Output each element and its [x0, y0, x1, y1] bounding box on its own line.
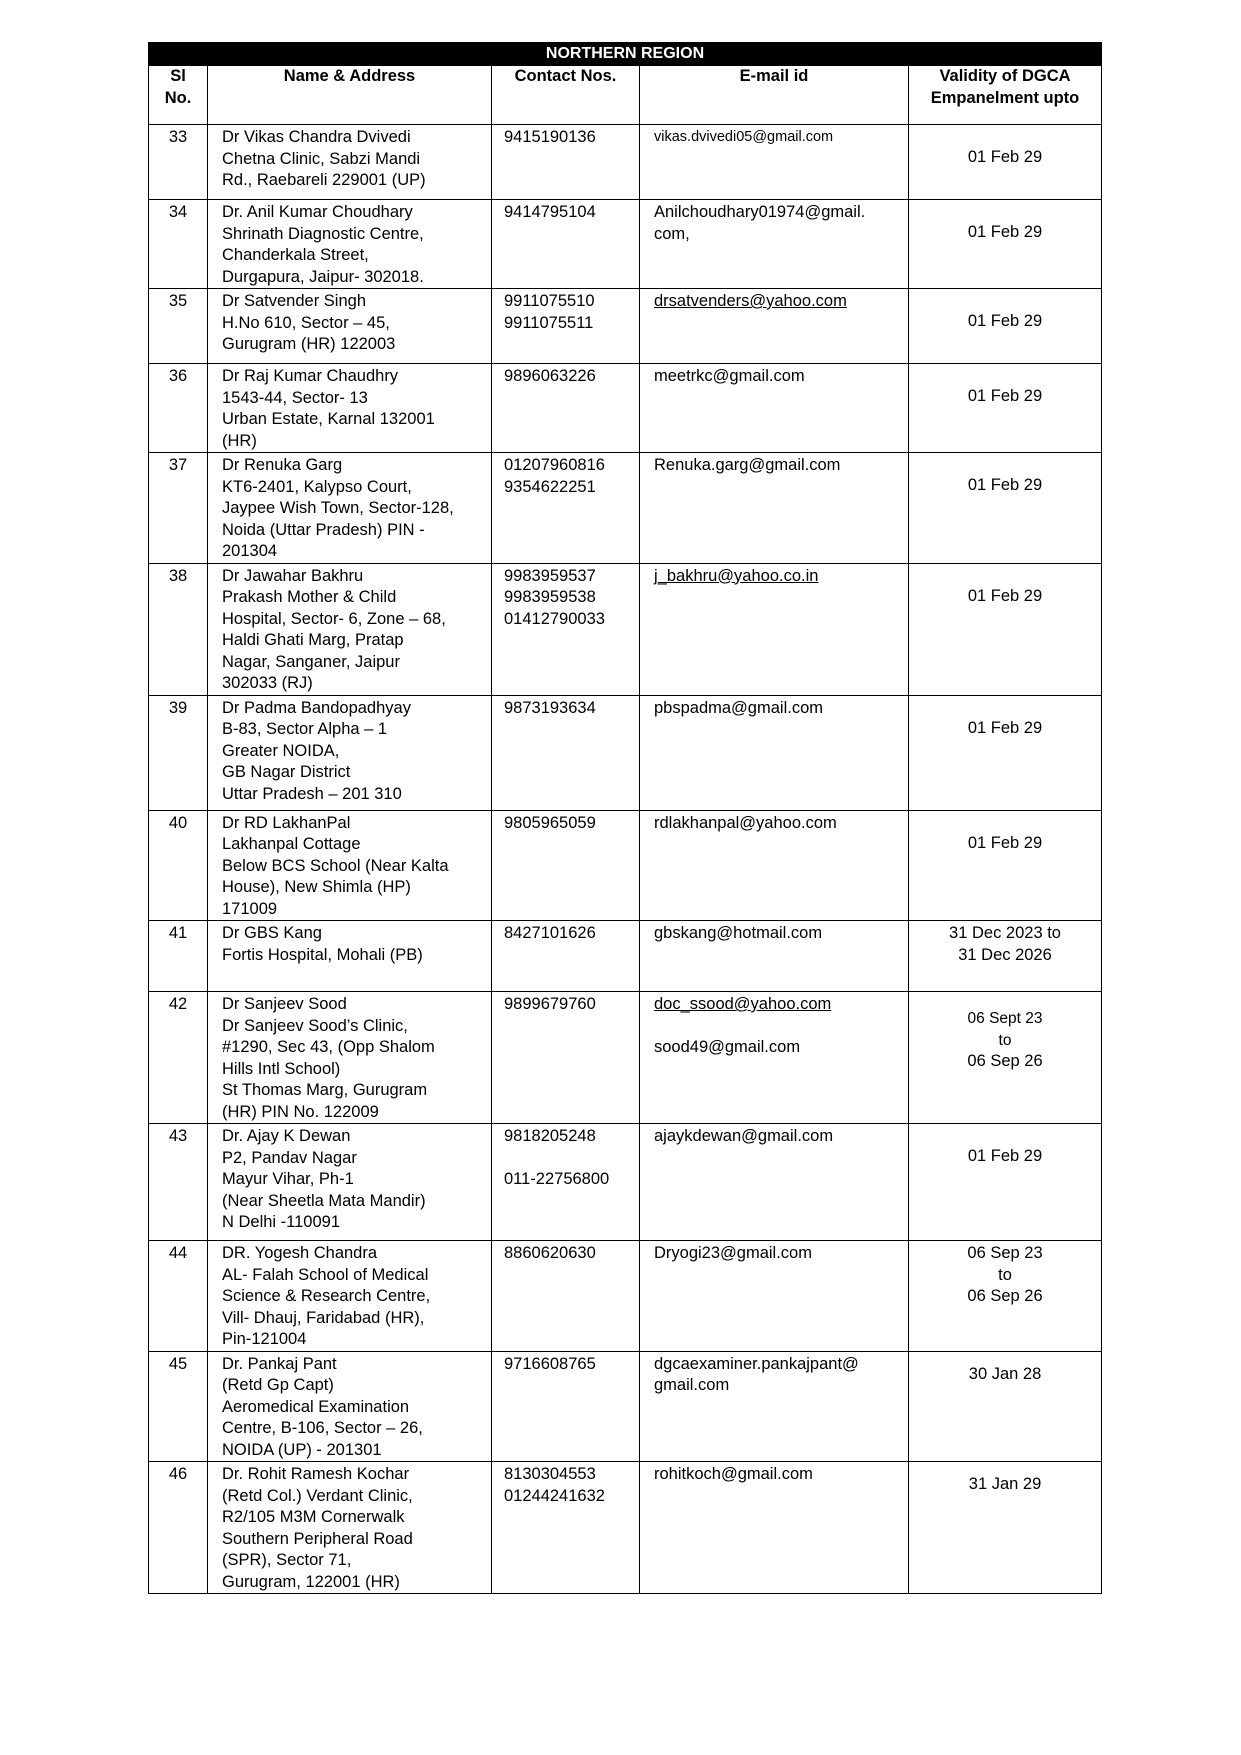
validity-cell [909, 992, 1102, 1124]
contact-cell [492, 125, 640, 200]
validity-line: 06 Sep 26 [967, 1287, 1043, 1305]
name-address-line: Dr Sanjeev Sood’s Clinic, [222, 1016, 408, 1035]
name-address-line: Chetna Clinic, Sabzi Mandi [222, 149, 421, 168]
header-validity [909, 66, 1102, 125]
name-address-line: Shrinath Diagnostic Centre, [222, 224, 424, 243]
table-row [149, 200, 1102, 289]
contact-line: 9983959537 [504, 566, 596, 585]
contact-cell [492, 695, 640, 810]
validity-line: 01 Feb 29 [967, 476, 1043, 494]
name-address-line: Vill- Dhauj, Faridabad (HR), [222, 1308, 425, 1327]
sl-no-cell: 40 [149, 810, 208, 921]
validity-line: 31 Jan 29 [968, 1475, 1042, 1493]
name-address-line: 1543-44, Sector- 13 [222, 388, 368, 407]
name-address-line: Southern Peripheral Road [222, 1529, 413, 1548]
name-address-line: NOIDA (UP) - 201301 [222, 1440, 382, 1459]
contact-cell [492, 200, 640, 289]
name-address-line: Dr Satvender Singh [222, 292, 366, 310]
email-cell [640, 1351, 909, 1462]
name-address-line: H.No 610, Sector – 45, [222, 313, 390, 332]
validity-line: 06 Sep 26 [967, 1052, 1043, 1070]
name-address-line: 201304 [222, 542, 278, 560]
contact-cell [492, 1124, 640, 1241]
name-address-cell [208, 200, 492, 289]
name-address-cell [208, 921, 492, 992]
table-row [149, 992, 1102, 1124]
name-address-line: Centre, B-106, Sector – 26, [222, 1419, 423, 1437]
contact-line: 8427101626 [504, 924, 596, 942]
email-line: meetrkc@gmail.com [654, 367, 805, 385]
validity-cell [909, 1124, 1102, 1241]
validity-line: 01 Feb 29 [967, 718, 1043, 737]
header-sl-line1: Sl [170, 67, 186, 85]
table-row [149, 289, 1102, 364]
email-line: gmail.com [654, 1376, 730, 1394]
table-row [149, 125, 1102, 200]
email-cell [640, 1462, 909, 1594]
contact-cell [492, 921, 640, 992]
email-cell [640, 921, 909, 992]
header-validity-line1: Validity of DGCA [939, 67, 1071, 85]
name-address-line: Rd., Raebareli 229001 (UP) [222, 171, 426, 189]
email-cell [640, 563, 909, 695]
validity-line: 01 Feb 29 [967, 1147, 1043, 1165]
name-address-line: GB Nagar District [222, 763, 351, 781]
sl-no-cell: 35 [149, 289, 208, 364]
region-title: NORTHERN REGION [149, 43, 1102, 66]
name-address-line: Urban Estate, Karnal 132001 [222, 410, 435, 428]
column-header-row [149, 66, 1102, 125]
name-address-line: (Retd Col.) Verdant Clinic, [222, 1486, 413, 1505]
name-address-line: Gurugram (HR) 122003 [222, 335, 396, 353]
validity-line: 31 Dec 2023 to [949, 924, 1061, 942]
contact-line: 9716608765 [504, 1354, 596, 1373]
name-address-line: House), New Shimla (HP) [222, 878, 411, 896]
name-address-cell [208, 1124, 492, 1241]
table-row [149, 810, 1102, 921]
email-line: gbskang@hotmail.com [654, 924, 823, 942]
name-address-line: B-83, Sector Alpha – 1 [222, 720, 388, 738]
email-line: j_bakhru@yahoo.co.in [654, 566, 819, 585]
name-address-line: Dr. Pankaj Pant [222, 1354, 337, 1373]
name-address-line: Dr Jawahar Bakhru [222, 566, 364, 585]
sl-no-cell: 44 [149, 1241, 208, 1352]
contact-line: 9354622251 [504, 477, 596, 496]
sl-no-cell: 46 [149, 1462, 208, 1594]
contact-line: 8130304553 [504, 1465, 596, 1483]
email-cell [640, 1241, 909, 1352]
name-address-line: Fortis Hospital, Mohali (PB) [222, 945, 423, 964]
table-row [149, 364, 1102, 453]
name-address-line: Mayur Vihar, Ph-1 [222, 1170, 354, 1188]
email-line: dgcaexaminer.pankajpant@ [654, 1354, 859, 1373]
header-sl-no [149, 66, 208, 125]
name-address-line: AL- Falah School of Medical [222, 1265, 429, 1284]
contact-cell [492, 563, 640, 695]
validity-line: 01 Feb 29 [967, 387, 1043, 405]
name-address-line: Noida (Uttar Pradesh) PIN - [222, 520, 425, 539]
name-address-line: Aeromedical Examination [222, 1397, 410, 1416]
validity-line: 01 Feb 29 [967, 148, 1043, 166]
name-address-line: 302033 (RJ) [222, 674, 313, 692]
validity-line: 06 Sep 23 [967, 1244, 1043, 1262]
empanelment-table [148, 42, 1102, 1594]
name-address-line: Hospital, Sector- 6, Zone – 68, [222, 609, 446, 628]
contact-cell [492, 1241, 640, 1352]
table-row [149, 453, 1102, 564]
name-address-cell [208, 453, 492, 564]
name-address-cell [208, 563, 492, 695]
name-address-line: Dr Padma Bandopadhyay [222, 698, 411, 717]
name-address-line: Dr Sanjeev Sood [222, 995, 347, 1013]
header-name-address: Name & Address [208, 66, 492, 125]
name-address-line: (SPR), Sector 71, [222, 1551, 352, 1569]
name-address-cell [208, 1462, 492, 1594]
name-address-line: Durgapura, Jaipur- 302018. [222, 267, 424, 286]
name-address-line: Dr. Rohit Ramesh Kochar [222, 1465, 410, 1483]
name-address-line: Below BCS School (Near Kalta [222, 856, 449, 875]
email-line: sood49@gmail.com [654, 1037, 801, 1056]
contact-line: 9414795104 [504, 203, 596, 221]
email-cell [640, 200, 909, 289]
email-cell [640, 695, 909, 810]
header-sl-line2: No. [164, 88, 192, 107]
validity-cell [909, 1462, 1102, 1594]
name-address-cell [208, 125, 492, 200]
contact-cell [492, 1462, 640, 1594]
email-line: rohitkoch@gmail.com [654, 1465, 813, 1483]
name-address-line: DR. Yogesh Chandra [222, 1244, 378, 1262]
name-address-cell [208, 1351, 492, 1462]
header-validity-line2: Empanelment upto [930, 88, 1080, 107]
header-email: E-mail id [640, 66, 909, 125]
name-address-line: St Thomas Marg, Gurugram [222, 1081, 428, 1099]
email-cell [640, 810, 909, 921]
contact-line: 01207960816 [504, 456, 605, 474]
name-address-line: Haldi Ghati Marg, Pratap [222, 631, 404, 649]
sl-no-cell: 33 [149, 125, 208, 200]
email-cell [640, 992, 909, 1124]
name-address-line: Hills Intl School) [222, 1059, 341, 1078]
name-address-line: Gurugram, 122001 (HR) [222, 1572, 400, 1591]
email-line: Renuka.garg@gmail.com [654, 456, 841, 474]
name-address-line: Nagar, Sanganer, Jaipur [222, 652, 400, 671]
contact-line: 01244241632 [504, 1486, 605, 1505]
contact-line: 01412790033 [504, 609, 605, 628]
validity-cell [909, 563, 1102, 695]
name-address-cell [208, 364, 492, 453]
email-line: drsatvenders@yahoo.com [654, 292, 847, 310]
email-line: vikas.dvivedi05@gmail.com [654, 129, 834, 145]
sl-no-cell: 45 [149, 1351, 208, 1462]
validity-cell [909, 453, 1102, 564]
contact-cell [492, 810, 640, 921]
sl-no-cell: 34 [149, 200, 208, 289]
contact-line: 9873193634 [504, 698, 596, 717]
email-line: com, [654, 224, 690, 243]
sl-no-cell: 41 [149, 921, 208, 992]
validity-line: 01 Feb 29 [967, 312, 1043, 330]
name-address-line: Pin-121004 [222, 1330, 307, 1348]
name-address-line: Dr. Ajay K Dewan [222, 1127, 351, 1145]
validity-cell [909, 1241, 1102, 1352]
name-address-line: P2, Pandav Nagar [222, 1148, 357, 1167]
contact-line: 9983959538 [504, 588, 596, 606]
validity-line: 01 Feb 29 [967, 586, 1043, 605]
contact-line: 9805965059 [504, 813, 596, 832]
sl-no-cell: 36 [149, 364, 208, 453]
email-line: pbspadma@gmail.com [654, 698, 823, 717]
name-address-line: Dr Raj Kumar Chaudhry [222, 367, 399, 385]
table-row [149, 921, 1102, 992]
name-address-cell [208, 289, 492, 364]
table-row [149, 1462, 1102, 1594]
validity-line: 01 Feb 29 [967, 223, 1043, 241]
validity-cell [909, 695, 1102, 810]
name-address-line: (Retd Gp Capt) [222, 1376, 334, 1394]
name-address-line: Dr. Anil Kumar Choudhary [222, 203, 413, 221]
validity-line: 31 Dec 2026 [958, 945, 1052, 964]
email-cell [640, 364, 909, 453]
table-row [149, 563, 1102, 695]
contact-line: 9818205248 [504, 1127, 596, 1145]
contact-line: 9911075510 [504, 292, 595, 310]
name-address-line: Chanderkala Street, [222, 246, 369, 264]
name-address-line: (HR) PIN No. 122009 [222, 1102, 379, 1121]
contact-line: 8860620630 [504, 1244, 596, 1262]
validity-cell [909, 200, 1102, 289]
email-line: Anilchoudhary01974@gmail. [654, 203, 866, 221]
email-line: doc_ssood@yahoo.com [654, 995, 832, 1013]
name-address-line: R2/105 M3M Cornerwalk [222, 1508, 405, 1526]
validity-cell [909, 810, 1102, 921]
name-address-line: (HR) [222, 431, 257, 450]
validity-cell [909, 1351, 1102, 1462]
name-address-cell [208, 1241, 492, 1352]
email-cell [640, 289, 909, 364]
name-address-line: Dr Vikas Chandra Dvivedi [222, 128, 411, 146]
name-address-line: Science & Research Centre, [222, 1287, 431, 1305]
contact-cell [492, 364, 640, 453]
contact-line: 9899679760 [504, 995, 596, 1013]
validity-line: to [998, 1265, 1012, 1284]
table-row [149, 695, 1102, 810]
name-address-cell [208, 992, 492, 1124]
sl-no-cell: 37 [149, 453, 208, 564]
name-address-line: Greater NOIDA, [222, 741, 340, 760]
validity-line: 30 Jan 28 [968, 1364, 1042, 1383]
validity-line: 01 Feb 29 [967, 833, 1043, 852]
email-line: rdlakhanpal@yahoo.com [654, 813, 837, 832]
email-cell [640, 453, 909, 564]
contact-line: 011-22756800 [504, 1169, 610, 1188]
contact-line: 9911075511 [504, 313, 594, 332]
email-line: Dryogi23@gmail.com [654, 1244, 812, 1262]
email-cell [640, 125, 909, 200]
table-row [149, 1351, 1102, 1462]
contact-line: 9415190136 [504, 128, 596, 146]
validity-cell [909, 921, 1102, 992]
contact-line: 9896063226 [504, 367, 596, 385]
contact-cell [492, 992, 640, 1124]
region-header-row [149, 43, 1102, 66]
name-address-line: Dr RD LakhanPal [222, 813, 351, 832]
sl-no-cell: 38 [149, 563, 208, 695]
email-line: ajaykdewan@gmail.com [654, 1127, 834, 1145]
validity-cell [909, 364, 1102, 453]
name-address-line: Jaypee Wish Town, Sector-128, [222, 499, 454, 517]
contact-cell [492, 453, 640, 564]
validity-line: to [998, 1031, 1012, 1049]
name-address-line: #1290, Sec 43, (Opp Shalom [222, 1038, 435, 1056]
table-row [149, 1124, 1102, 1241]
email-cell [640, 1124, 909, 1241]
name-address-line: Dr GBS Kang [222, 924, 322, 942]
validity-cell [909, 289, 1102, 364]
name-address-cell [208, 695, 492, 810]
name-address-line: Dr Renuka Garg [222, 456, 343, 474]
header-contact: Contact Nos. [492, 66, 640, 125]
name-address-line: KT6-2401, Kalypso Court, [222, 477, 412, 496]
validity-cell [909, 125, 1102, 200]
contact-cell [492, 1351, 640, 1462]
name-address-line: Uttar Pradesh – 201 310 [222, 784, 402, 803]
sl-no-cell: 42 [149, 992, 208, 1124]
name-address-cell [208, 810, 492, 921]
name-address-line: 171009 [222, 899, 278, 918]
name-address-line: N Delhi -110091 [222, 1213, 341, 1231]
table-row [149, 1241, 1102, 1352]
validity-line: 06 Sept 23 [967, 1010, 1043, 1027]
contact-cell [492, 289, 640, 364]
name-address-line: Lakhanpal Cottage [222, 835, 361, 853]
name-address-line: Prakash Mother & Child [222, 588, 397, 606]
sl-no-cell: 39 [149, 695, 208, 810]
name-address-line: (Near Sheetla Mata Mandir) [222, 1191, 426, 1210]
sl-no-cell: 43 [149, 1124, 208, 1241]
